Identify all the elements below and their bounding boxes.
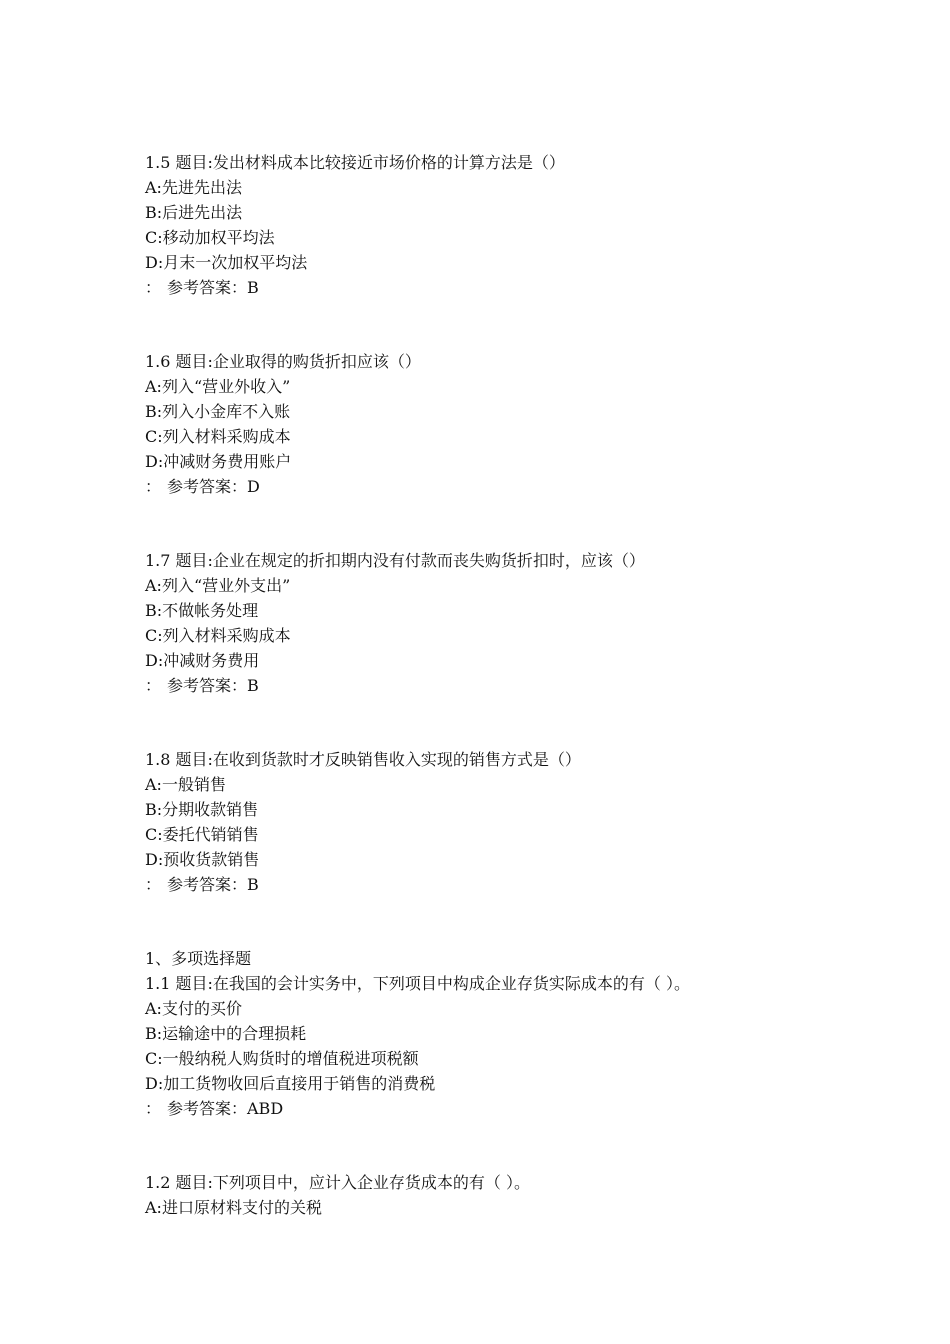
question-block-1-5: [145, 150, 845, 300]
option-b: B:不做帐务处理: [145, 601, 259, 620]
option-a: A:先进先出法: [145, 178, 242, 197]
question-text: 1.5 题目:发出材料成本比较接近市场价格的计算方法是（）: [145, 153, 565, 172]
document-content: [145, 150, 845, 1220]
option-a: A:列入“营业外收入”: [145, 377, 291, 396]
section-title: 1、多项选择题: [145, 949, 252, 968]
question-text: 1.1 题目:在我国的会计实务中，下列项目中构成企业存货实际成本的有（ ）。: [145, 974, 691, 993]
option-c: C:列入材料采购成本: [145, 427, 291, 446]
option-c: C:列入材料采购成本: [145, 626, 291, 645]
answer-text: 参考答案：B: [167, 676, 259, 695]
answer-line: [145, 1096, 845, 1121]
answer-line: [145, 872, 845, 897]
option-a: A:支付的买价: [145, 999, 242, 1018]
answer-colon: ：: [145, 676, 162, 695]
answer-text: 参考答案：D: [167, 477, 260, 496]
answer-line: [145, 673, 845, 698]
option-c: C:移动加权平均法: [145, 228, 275, 247]
option-a: A:列入“营业外支出”: [145, 576, 291, 595]
option-c: C:委托代销销售: [145, 825, 259, 844]
answer-colon: ：: [145, 1099, 162, 1118]
option-d: D:冲减财务费用: [145, 651, 260, 670]
option-d: D:预收货款销售: [145, 850, 260, 869]
question-text: 1.8 题目:在收到货款时才反映销售收入实现的销售方式是（）: [145, 750, 581, 769]
option-a: A:进口原材料支付的关税: [145, 1198, 322, 1217]
question-text: 1.7 题目:企业在规定的折扣期内没有付款而丧失购货折扣时，应该（）: [145, 551, 645, 570]
option-b: B:后进先出法: [145, 203, 243, 222]
question-block-1-2: [145, 1170, 845, 1220]
answer-colon: ：: [145, 477, 162, 496]
question-block-1-6: [145, 349, 845, 499]
section-multi-choice: [145, 946, 845, 1121]
question-block-1-8: [145, 747, 845, 897]
option-b: B:列入小金库不入账: [145, 402, 291, 421]
answer-text: 参考答案：B: [167, 875, 259, 894]
option-a: A:一般销售: [145, 775, 226, 794]
option-d: D:加工货物收回后直接用于销售的消费税: [145, 1074, 436, 1093]
answer-line: [145, 474, 845, 499]
option-b: B:运输途中的合理损耗: [145, 1024, 307, 1043]
option-b: B:分期收款销售: [145, 800, 259, 819]
option-c: C:一般纳税人购货时的增值税进项税额: [145, 1049, 419, 1068]
answer-text: 参考答案：ABD: [167, 1099, 284, 1118]
answer-colon: ：: [145, 278, 162, 297]
question-text: 1.2 题目:下列项目中，应计入企业存货成本的有（ ）。: [145, 1173, 531, 1192]
option-d: D:月末一次加权平均法: [145, 253, 308, 272]
question-block-1-7: [145, 548, 845, 698]
answer-colon: ：: [145, 875, 162, 894]
answer-text: 参考答案：B: [167, 278, 259, 297]
question-text: 1.6 题目:企业取得的购货折扣应该（）: [145, 352, 421, 371]
option-d: D:冲减财务费用账户: [145, 452, 292, 471]
answer-line: [145, 275, 845, 300]
